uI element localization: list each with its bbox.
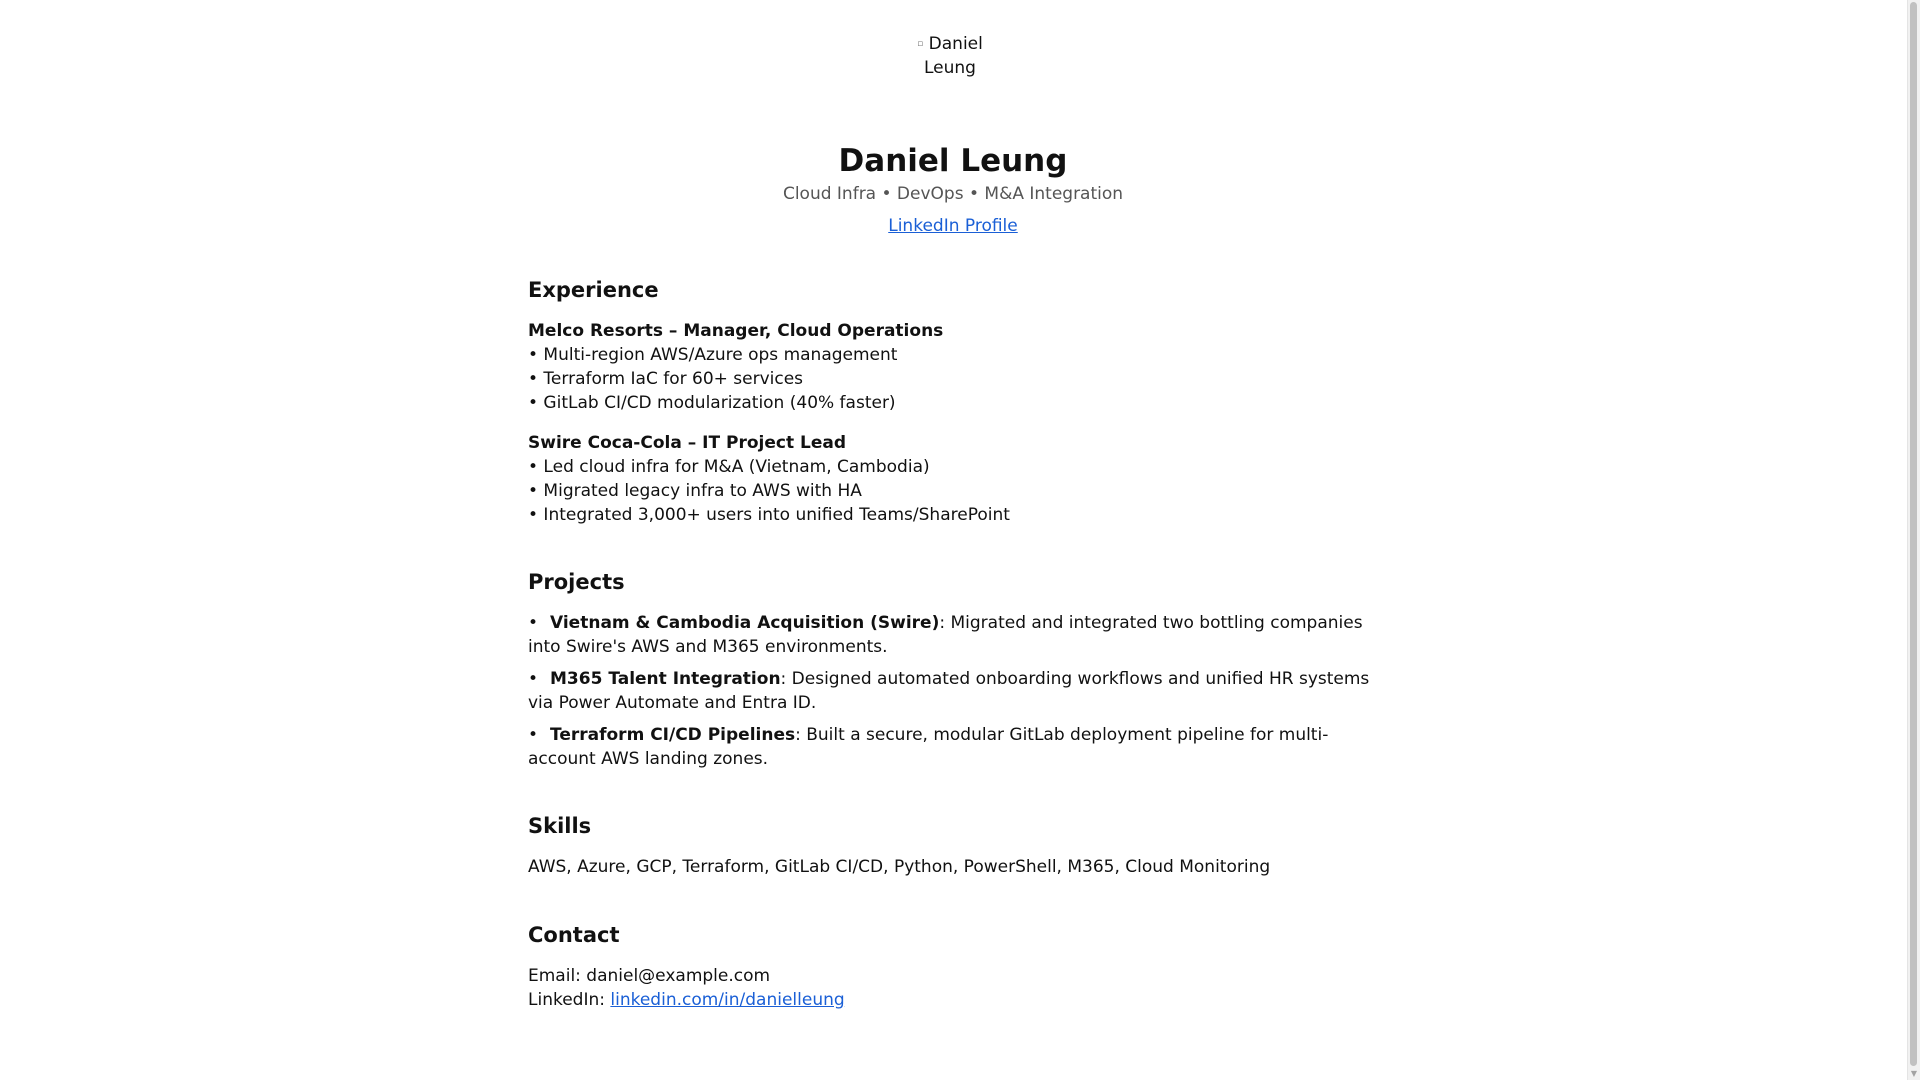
bullet-icon: •: [528, 669, 539, 689]
experience-heading: Experience: [528, 278, 659, 302]
bullet-icon: •: [528, 725, 539, 745]
skills-list: AWS, Azure, GCP, Terraform, GitLab CI/CD, Python, PowerShell, M365, Cloud Monitoring: [528, 857, 1271, 877]
linkedin-url-link[interactable]: linkedin.com/in/danielleung: [610, 990, 845, 1010]
project-text: [528, 667, 1378, 715]
broken-image-icon: ▫: [917, 39, 924, 49]
project-name: Terraform CI/CD Pipelines: [550, 725, 796, 745]
contact-section: [528, 920, 1378, 1012]
scroll-down-arrow-icon[interactable]: ▼: [1910, 1069, 1918, 1078]
job-bullet: • Integrated 3,000+ users into unified Teams/SharePoint: [528, 505, 1010, 525]
projects-section: [528, 567, 1378, 779]
list-item: [528, 667, 1378, 715]
contact-heading: Contact: [528, 923, 620, 947]
experience-section: [528, 275, 1378, 543]
project-description: : Migrated and integrated two bottling companies into Swire's AWS and M365 environments.: [528, 613, 1363, 657]
projects-heading: Projects: [528, 570, 625, 594]
contact-linkedin: [528, 988, 1378, 1012]
job-bullet: • Migrated legacy infra to AWS with HA: [528, 481, 862, 501]
job-bullet: • Multi-region AWS/Azure ops management: [528, 345, 898, 365]
tagline: Cloud Infra • DevOps • M&A Integration: [782, 184, 1124, 204]
job-title: Swire Coca-Cola – IT Project Lead: [528, 433, 847, 453]
job-title: Melco Resorts – Manager, Cloud Operations: [528, 321, 944, 341]
skills-section: [528, 811, 1378, 879]
project-text: [528, 723, 1378, 771]
bullet-icon: •: [528, 613, 539, 633]
job-entry: [528, 319, 1378, 415]
contact-email: Email: daniel@example.com: [528, 966, 771, 986]
job-bullet: • GitLab CI/CD modularization (40% faster): [528, 393, 896, 413]
job-entry: [528, 431, 1378, 527]
page-title: Daniel Leung: [838, 143, 1068, 179]
project-text: [528, 611, 1378, 659]
scrollbar-thumb[interactable]: [1910, 2, 1917, 1066]
project-name: Vietnam & Cambodia Acquisition (Swire): [550, 613, 940, 633]
skills-heading: Skills: [528, 814, 592, 838]
project-name: M365 Talent Integration: [550, 669, 781, 689]
job-bullet: • Terraform IaC for 60+ services: [528, 369, 804, 389]
list-item: [528, 611, 1378, 659]
vertical-scrollbar[interactable]: [1907, 0, 1920, 1080]
contact-linkedin-label: LinkedIn:: [528, 990, 611, 1010]
profile-header: [528, 140, 1378, 238]
list-item: [528, 723, 1378, 771]
project-description: : Built a secure, modular GitLab deployment pipeline for multi-account AWS landing zones.: [528, 725, 1329, 769]
avatar: [917, 32, 983, 84]
job-bullet: • Led cloud infra for M&A (Vietnam, Cambodia): [528, 457, 930, 477]
linkedin-profile-link[interactable]: LinkedIn Profile: [888, 216, 1018, 236]
avatar-alt-text: Daniel Leung: [924, 34, 983, 78]
project-description: : Designed automated onboarding workflows and unified HR systems via Power Automate and Entra ID.: [528, 669, 1370, 713]
